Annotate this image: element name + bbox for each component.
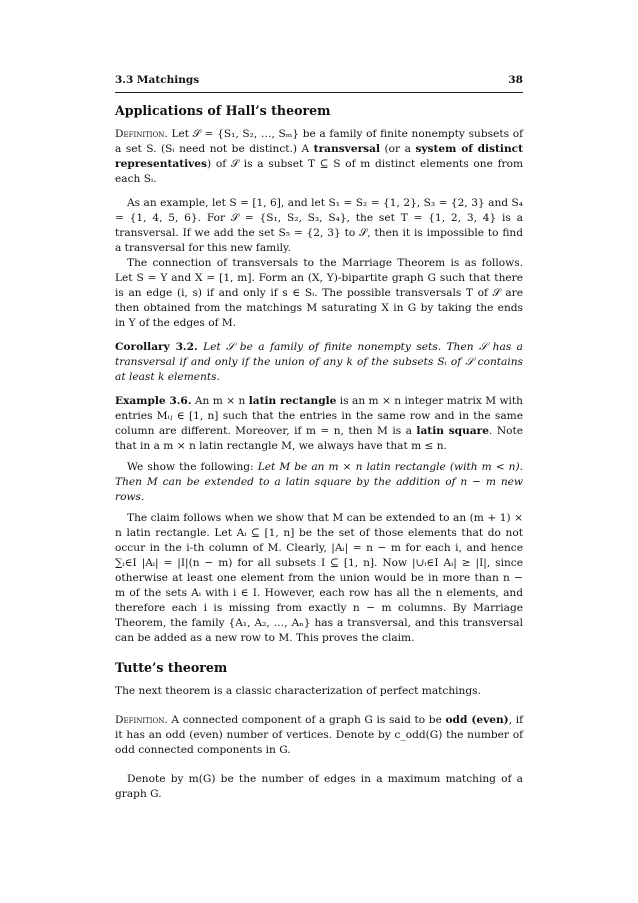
corollary-text: Let 𝒮 be a family of finite nonempty sets. Then 𝒮 has a transversal if and only if the union of any k of the subsets Sᵢ of 𝒮 contains at least k elements. [115,341,523,383]
definition-text: Let 𝒮 = {S₁, S₂, …, Sₘ} be a family of finite nonempty subsets of a set S. (Sᵢ need not be distinct.) A [115,128,523,155]
example-latin [115,394,523,454]
definition-odd-component [115,713,523,758]
definition-text: (or a [380,143,416,155]
definition-label: Definition. [115,128,168,140]
header-rule [115,92,523,93]
term-latin-square: latin square [416,425,489,437]
example-text: . Note that in a m × n latin rectangle M, we always have that m ≤ n. [115,425,523,452]
corollary [115,340,523,385]
term-latin-rectangle: latin rectangle [248,395,337,407]
corollary-label: Corollary 3.2. [115,341,198,353]
header-section: 3.3 Matchings [115,74,200,86]
header-page-number: 38 [508,74,523,86]
running-header [115,74,523,90]
definition-text: , if it has an odd (even) number of vertices. Denote by c_odd(G) the number of odd connected components in G. [115,714,523,756]
show-statement: Let M be an m × n latin rectangle (with m < n). Then M can be extended to a latin square by the addition of n − m new rows. [115,461,523,503]
paragraph-claim: The claim follows when we show that M can be extended to an (m + 1) × n latin rectangle. Let Aᵢ ⊆ [1, n] be the set of those elements that do not occur in the i-th column of M. Clearly, |Aᵢ| = n − m for each i, and hence ∑ᵢ∈I |Aᵢ| = |I|(n − m) for all subsets I ⊆ [1, n]. Now |∪ᵢ∈I Aᵢ| ≥ |I|, since otherwise at least one element from the union would be in more than n − m of the sets Aᵢ with i ∈ I. However, each row has all the n elements, and therefore each i is missing from exactly n − m columns. By Marriage Theorem, the family {A₁, A₂, …, Aₙ} has a transversal, and this transversal can be added as a new row to M. This proves the claim. [115,512,523,644]
definition-transversal [115,127,523,187]
definition-text: A connected component of a graph G is said to be [167,714,446,726]
definition-text: ) of 𝒮 is a subset T ⊆ S of m distinct elements one from each Sᵢ. [115,158,523,185]
paragraph-show [115,460,523,505]
page-body [115,103,523,802]
section-title-hall: Applications of Hall’s theorem [115,103,331,118]
section-title-tutte: Tutte’s theorem [115,660,228,675]
tutte-intro: The next theorem is a classic characterization of perfect matchings. [115,685,481,697]
term-odd-even: odd (even) [445,714,509,726]
example-text: is an m × n integer matrix M with entries Mᵢⱼ ∈ [1, n] such that the entries in the same row and in the same column are different. Moreover, if m = n, then M is a [115,395,523,437]
definition-label: Definition. [115,714,168,726]
paragraph-maximum-matching: Denote by m(G) be the number of edges in a maximum matching of a graph G. [115,773,523,800]
paragraph-connection: The connection of transversals to the Marriage Theorem is as follows. Let S = Y and X = [1, m]. Form an (X, Y)-bipartite graph G such that there is an edge (i, s) if and only if s ∈ Sᵢ. The possible transversals T of 𝒮 are then obtained from the matchings M saturating X in G by taking the ends in Y of the edges of M. [115,257,523,329]
example-text: An m × n [191,395,249,407]
paragraph-example: As an example, let S = [1, 6], and let S₁ = S₂ = {1, 2}, S₃ = {2, 3} and S₄ = {1, 4, 5, 6}. For 𝒮 = {S₁, S₂, S₃, S₄}, the set T = {1, 2, 3, 4} is a transversal. If we add the set S₅ = {2, 3} to 𝒮, then it is impossible to find a transversal for this new family. [115,197,523,254]
show-intro: We show the following: [127,461,258,473]
term-sdr: system of distinct representatives [115,143,524,170]
term-transversal: transversal [313,143,381,155]
example-label: Example 3.6. [115,395,192,407]
